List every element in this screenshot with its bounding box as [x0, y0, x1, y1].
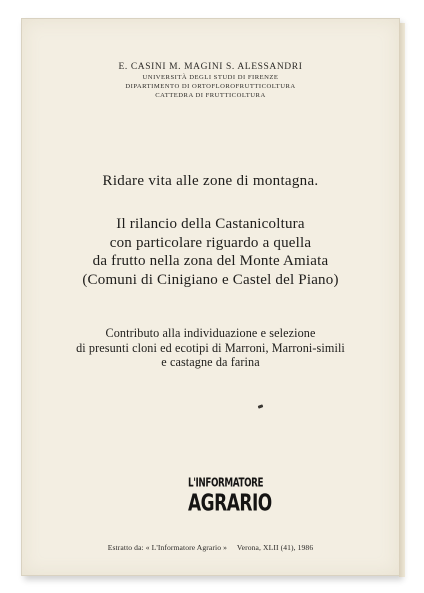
author-block [22, 62, 399, 100]
affiliation-line: CATTEDRA DI FRUTTICOLTURA [155, 92, 266, 99]
description-line: Contributo alla individuazione e selezione [105, 326, 316, 340]
publisher-logo [188, 476, 272, 518]
document-description [22, 326, 399, 370]
footer-label: Estratto da: [107, 543, 144, 552]
subtitle-line: con particolare riguardo a quella [109, 234, 312, 251]
footer-source: « L'Informatore Agrario » [145, 543, 228, 552]
subtitle-line: (Comuni di Cinigiano e Castel del Piano) [82, 271, 339, 288]
document-page [21, 18, 400, 576]
citation-footer [22, 543, 399, 552]
subtitle-line: da frutto nella zona del Monte Amiata [92, 253, 329, 269]
document-title: Ridare vita alle zone di montagna. [102, 173, 319, 189]
affiliation-line: UNIVERSITÀ DEGLI STUDI DI FIRENZE [142, 74, 279, 81]
affiliation-line: DIPARTIMENTO DI ORTOFLOROFRUTTICOLTURA [125, 83, 296, 90]
logo-bottom-text: AGRARIO [188, 490, 272, 518]
author-names: E. CASINI M. MAGINI S. ALESSANDRI [118, 62, 303, 72]
subtitle-line: Il rilancio della Castanicoltura [116, 216, 305, 232]
ink-mark [258, 404, 264, 409]
document-subtitle [22, 215, 399, 289]
description-line: e castagne da farina [161, 355, 260, 369]
logo-top-text: L'INFORMATORE [188, 476, 264, 491]
footer-citation: Verona, XLII (41), 1986 [236, 543, 314, 552]
description-line: di presunti cloni ed ecotipi di Marroni, Marroni-simili [76, 340, 345, 355]
